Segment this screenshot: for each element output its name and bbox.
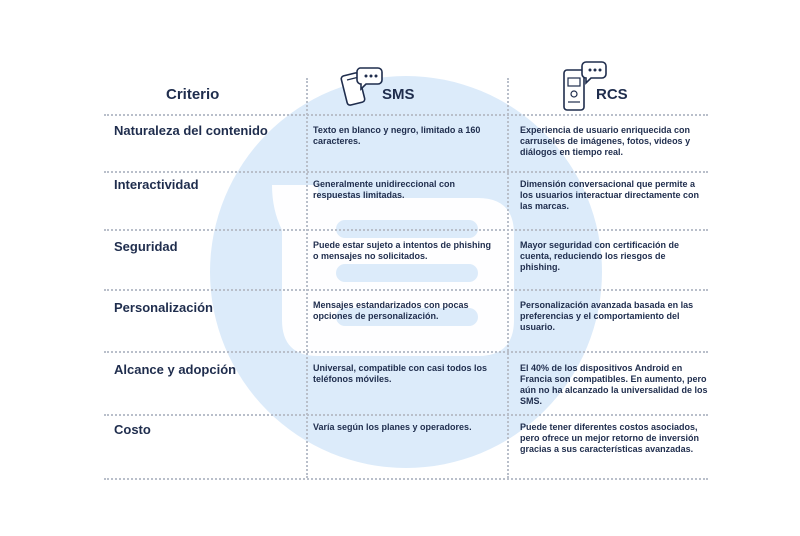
- row-divider: [104, 478, 708, 480]
- row-sms-cell: Generalmente unidireccional con respuestas limitadas.: [313, 179, 456, 200]
- row-sms-cell: Universal, compatible con casi todos los teléfonos móviles.: [313, 363, 488, 384]
- row-sms-cell: Mensajes estandarizados con pocas opciones de personalización.: [313, 300, 469, 321]
- row-criterion: Interactividad: [114, 177, 199, 192]
- row-criterion: Costo: [114, 422, 151, 437]
- row-criterion: Personalización: [114, 300, 213, 315]
- row-divider: [104, 414, 708, 416]
- header-sms: SMS: [382, 86, 415, 103]
- row-divider: [104, 289, 708, 291]
- row-rcs-cell: Mayor seguridad con certificación de cuenta, reduciendo los riesgos de phishing.: [520, 240, 680, 272]
- column-divider-rcs: [507, 78, 509, 478]
- row-divider: [104, 114, 708, 116]
- header-criterio: Criterio: [166, 86, 220, 103]
- row-rcs-cell: Dimensión conversacional que permite a los usuarios interactuar directamente con las marcas.: [520, 179, 700, 211]
- row-divider: [104, 351, 708, 353]
- row-rcs-cell: Experiencia de usuario enriquecida con carruseles de imágenes, fotos, videos y diálogos en tiempo real.: [520, 125, 691, 157]
- row-rcs-cell: Puede tener diferentes costos asociados, pero ofrece un mejor retorno de inversión gracias a sus características avanzadas.: [520, 422, 700, 454]
- row-divider: [104, 171, 708, 173]
- sms-phone-icon: [338, 64, 384, 110]
- row-criterion: Naturaleza del contenido: [114, 123, 268, 138]
- row-criterion: Alcance y adopción: [114, 362, 237, 377]
- row-divider: [104, 229, 708, 231]
- row-criterion: Seguridad: [114, 239, 178, 254]
- column-divider-sms: [306, 78, 308, 478]
- row-sms-cell: Texto en blanco y negro, limitado a 160 caracteres.: [313, 125, 481, 146]
- header-rcs: RCS: [596, 86, 628, 103]
- row-sms-cell: Varía según los planes y operadores.: [313, 422, 472, 432]
- row-sms-cell: Puede estar sujeto a intentos de phishing o mensajes no solicitados.: [313, 240, 492, 261]
- row-rcs-cell: El 40% de los dispositivos Android en Francia son compatibles. En aumento, pero aún no ha alcanzado la universalidad de los SMS.: [520, 363, 708, 406]
- row-rcs-cell: Personalización avanzada basada en las preferencias y el comportamiento del usuario.: [520, 300, 694, 332]
